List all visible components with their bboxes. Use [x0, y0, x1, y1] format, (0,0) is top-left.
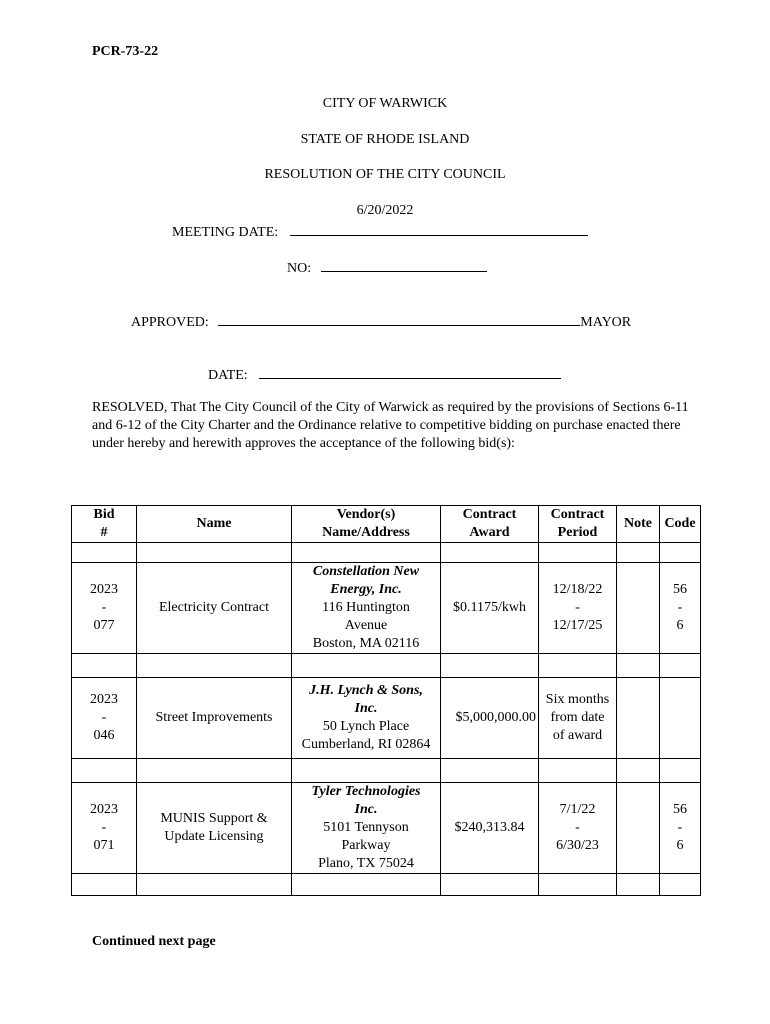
resolution-heading: RESOLUTION OF THE CITY COUNCIL [264, 167, 506, 182]
number-row [287, 257, 487, 277]
resolution-paragraph: RESOLVED, That The City Council of the City of Warwick as required by the provisions of Sections 6-11 and 6-12 of the City Charter and the Ordinance relative to competitive bidding on purchase enacted there under hereby and herewith approves the acceptance of the following bid(s): [92, 400, 689, 451]
table-row [72, 678, 701, 759]
row-note [617, 678, 660, 759]
row-name: MUNIS Support & Update Licensing [137, 783, 292, 874]
row-name: Street Improvements [137, 678, 292, 759]
bids-table [71, 505, 701, 896]
row-vendor: J.H. Lynch & Sons, Inc. 50 Lynch Place Cumberland, RI 02864 [292, 678, 441, 759]
row-code: 56 - 6 [660, 563, 701, 654]
row-period: 12/18/22 - 12/17/25 [539, 563, 617, 654]
row-award: $240,313.84 [441, 783, 539, 874]
meeting-date-line [290, 221, 588, 236]
row-code [660, 678, 701, 759]
row-note [617, 783, 660, 874]
row-award: $0.1175/kwh [441, 563, 539, 654]
mayor-label: MAYOR [580, 315, 632, 330]
header-vendor: Vendor(s) Name/Address [292, 506, 441, 543]
number-line [321, 257, 487, 272]
spacer-row [72, 759, 701, 783]
table-row [72, 563, 701, 654]
header-name: Name [137, 506, 292, 543]
approved-row [131, 311, 631, 331]
row-bid: 2023 - 046 [72, 678, 137, 759]
row-vendor: Tyler Technologies Inc. 5101 Tennyson Parkway Plano, TX 75024 [292, 783, 441, 874]
meeting-date-row [172, 221, 588, 241]
header-bid: Bid # [72, 506, 137, 543]
spacer-row [72, 874, 701, 896]
header-award: Contract Award [441, 506, 539, 543]
header-code: Code [660, 506, 701, 543]
row-bid: 2023 - 071 [72, 783, 137, 874]
row-note [617, 563, 660, 654]
table-row [72, 783, 701, 874]
row-bid: 2023 - 077 [72, 563, 137, 654]
approved-label: APPROVED: [131, 315, 209, 330]
header-period: Contract Period [539, 506, 617, 543]
spacer-row [72, 543, 701, 563]
date-row [208, 364, 561, 384]
row-name: Electricity Contract [137, 563, 292, 654]
number-label: NO: [287, 261, 312, 276]
meeting-date-value: 6/20/2022 [356, 203, 414, 218]
city-heading: CITY OF WARWICK [322, 96, 448, 111]
row-period: Six months from date of award [539, 678, 617, 759]
state-heading: STATE OF RHODE ISLAND [300, 132, 470, 147]
row-award: $5,000,000.00 [441, 678, 539, 759]
row-vendor: Constellation New Energy, Inc. 116 Huntington Avenue Boston, MA 02116 [292, 563, 441, 654]
continued-note: Continued next page [92, 934, 216, 949]
row-period: 7/1/22 - 6/30/23 [539, 783, 617, 874]
header-note: Note [617, 506, 660, 543]
document-id: PCR-73-22 [92, 44, 159, 59]
date-label: DATE: [208, 368, 248, 383]
table-header-row [72, 506, 701, 543]
approved-line [218, 311, 580, 326]
row-code: 56 - 6 [660, 783, 701, 874]
meeting-date-label: MEETING DATE: [172, 225, 279, 240]
spacer-row [72, 654, 701, 678]
date-line [259, 364, 561, 379]
